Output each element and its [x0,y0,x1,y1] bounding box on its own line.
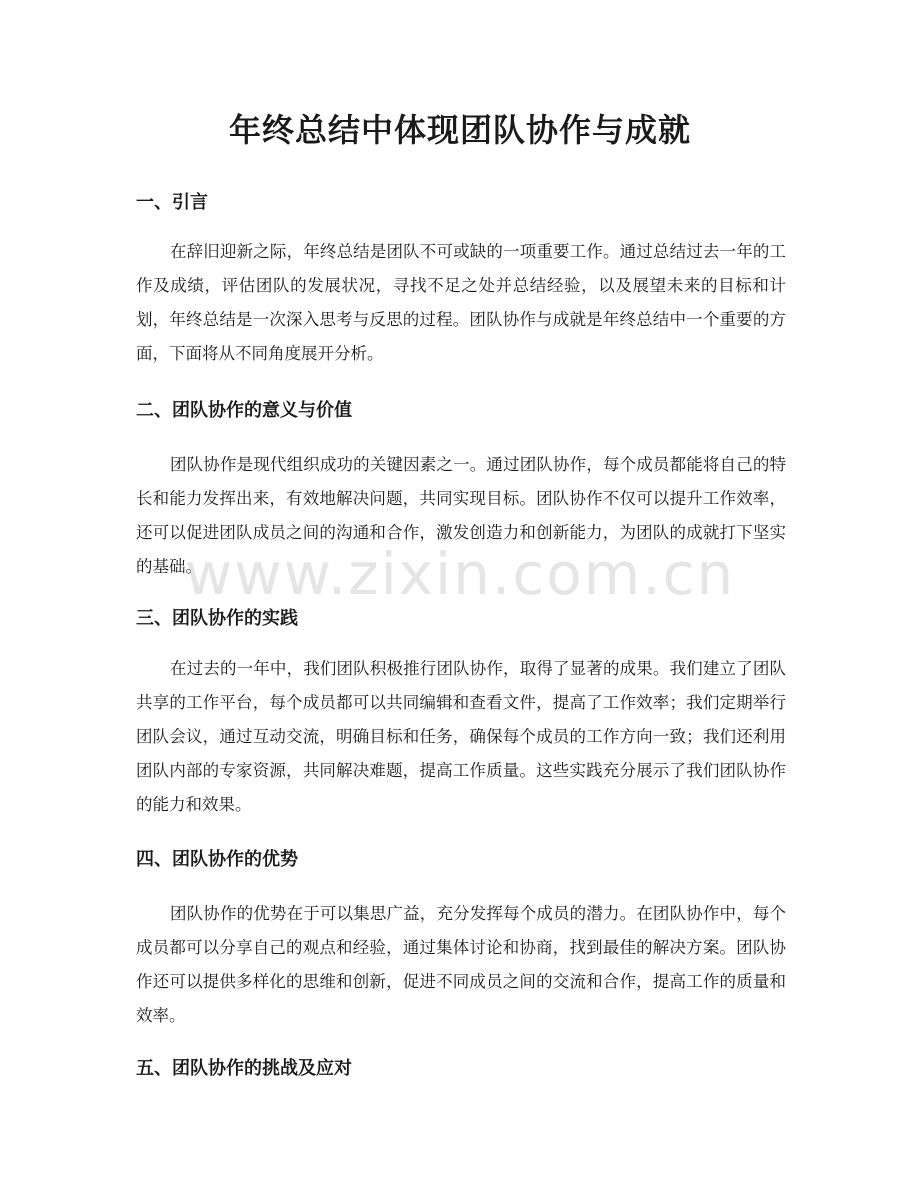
section-paragraph-practice: 在过去的一年中，我们团队积极推行团队协作，取得了显著的成果。我们建立了团队共享的工作平台，每个成员都可以共同编辑和查看文件，提高了工作效率；我们定期举行团队会议，通过互动交流，明确目标和任务，确保每个成员的工作方向一致；我们还利用团队内部的专家资源，共同解决难题，提高工作质量。这些实践充分展示了我们团队协作的能力和效果。 [136,659,786,814]
page-title: 年终总结中体现团队协作与成就 [228,111,691,149]
section-paragraph-significance: 团队协作是现代组织成功的关键因素之一。通过团队协作，每个成员都能将自己的特长和能力发挥出来，有效地解决问题，共同实现目标。团队协作不仅可以提升工作效率，还可以促进团队成员之间的沟通和合作，激发创造力和创新能力，为团队的成就打下坚实的基础。 [136,455,786,576]
section-heading-advantages: 四、团队协作的优势 [136,849,298,870]
section-heading-significance: 二、团队协作的意义与价值 [136,400,352,421]
watermark: www.zixin.com.cn [184,540,736,608]
section-heading-practice: 三、团队协作的实践 [136,608,298,629]
section-heading-intro: 一、引言 [136,192,208,213]
section-heading-challenges: 五、团队协作的挑战及应对 [136,1058,352,1079]
section-paragraph-intro: 在辞旧迎新之际，年终总结是团队不可或缺的一项重要工作。通过总结过去一年的工作及成绩，评估团队的发展状况，寻找不足之处并总结经验，以及展望未来的目标和计划，年终总结是一次深入思考与反思的过程。团队协作与成就是年终总结中一个重要的方面，下面将从不同角度展开分析。 [136,242,786,363]
section-paragraph-advantages: 团队协作的优势在于可以集思广益，充分发挥每个成员的潜力。在团队协作中，每个成员都可以分享自己的观点和经验，通过集体讨论和协商，找到最佳的解决方案。团队协作还可以提供多样化的思维和创新，促进不同成员之间的交流和合作，提高工作的质量和效率。 [136,904,786,1025]
